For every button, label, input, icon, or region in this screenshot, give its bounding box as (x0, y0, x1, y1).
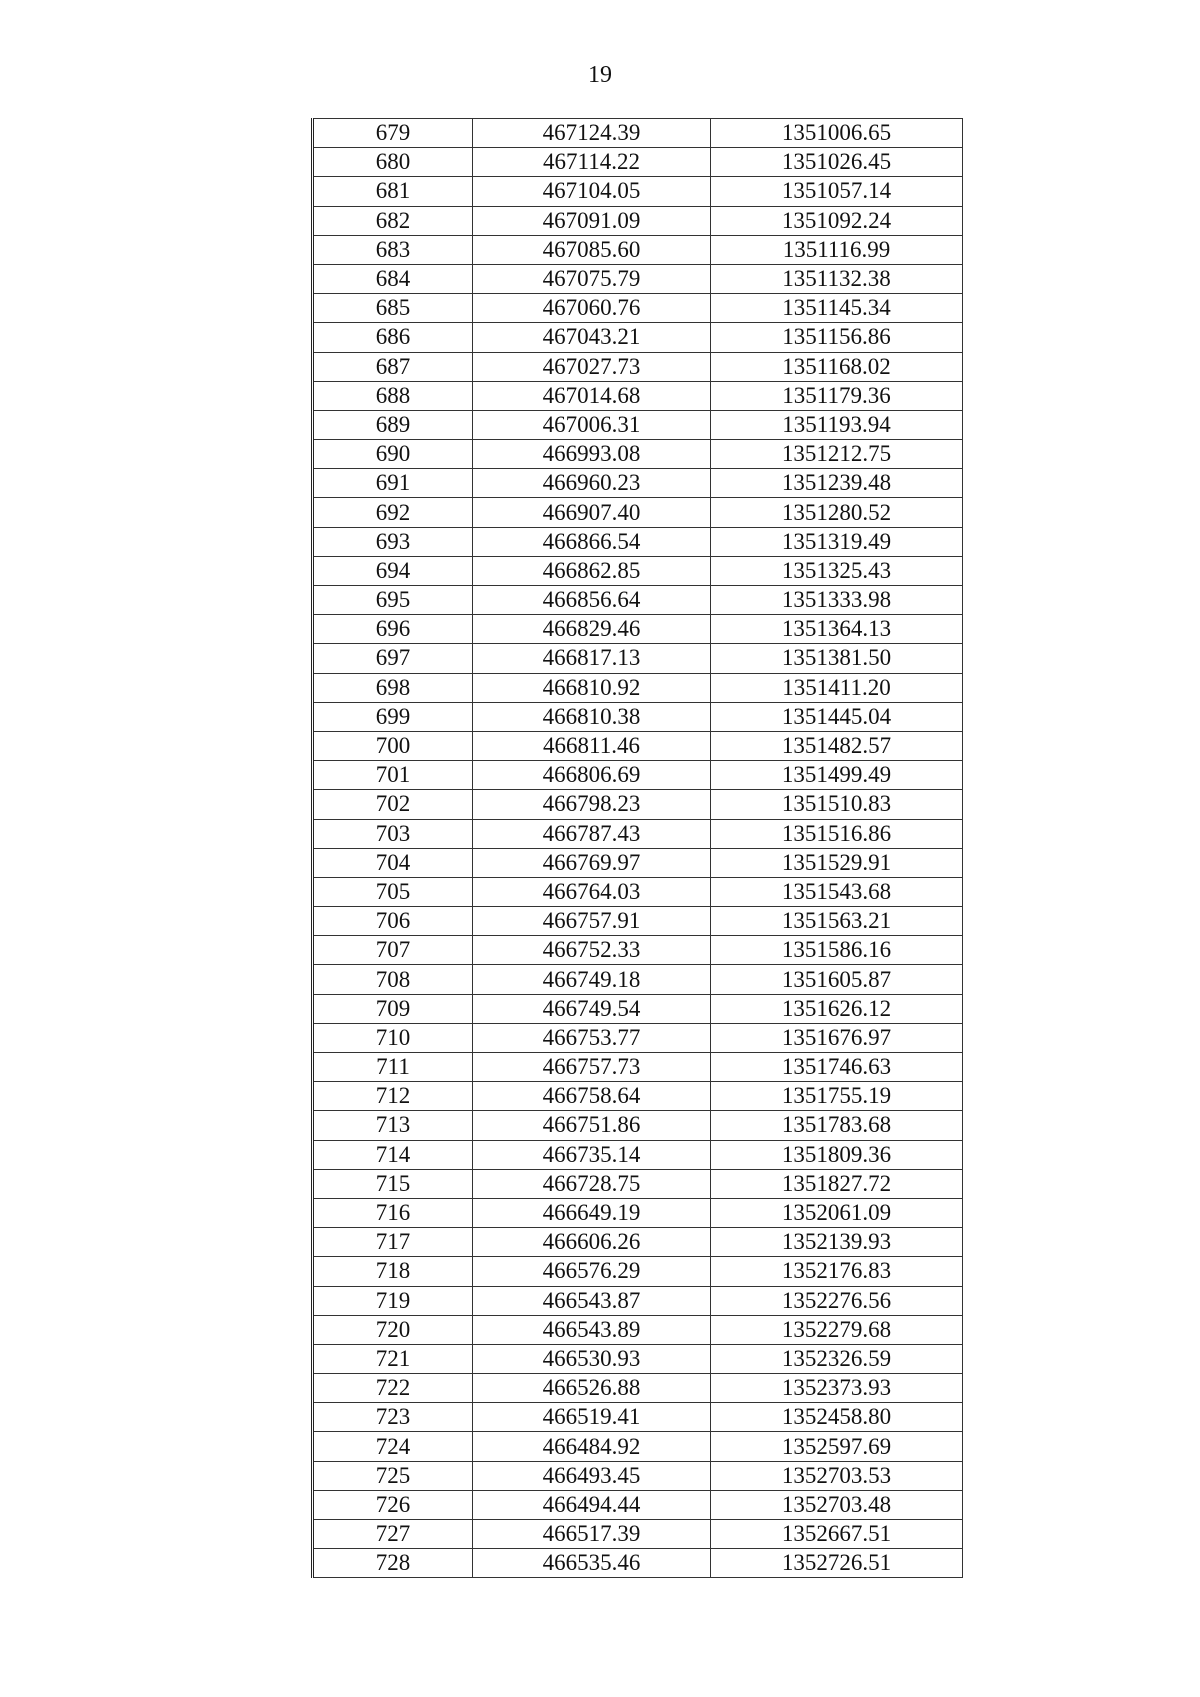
table-row (313, 440, 963, 469)
table-row (313, 498, 963, 527)
table-row (313, 1228, 963, 1257)
y-coordinate-cell: 1352276.56 (711, 1286, 963, 1315)
x-coordinate-cell: 466757.73 (473, 1053, 711, 1082)
point-number-cell: 719 (313, 1286, 473, 1315)
table-row (313, 469, 963, 498)
x-coordinate-cell: 466484.92 (473, 1432, 711, 1461)
y-coordinate-cell: 1351411.20 (711, 673, 963, 702)
point-number-cell: 714 (313, 1140, 473, 1169)
x-coordinate-cell: 466530.93 (473, 1344, 711, 1373)
coordinates-table (311, 118, 963, 1578)
point-number-cell: 691 (313, 469, 473, 498)
point-number-cell: 728 (313, 1549, 473, 1578)
table-row (313, 1082, 963, 1111)
point-number-cell: 694 (313, 556, 473, 585)
y-coordinate-cell: 1351212.75 (711, 440, 963, 469)
table-row (313, 556, 963, 585)
x-coordinate-cell: 466787.43 (473, 819, 711, 848)
table-row (313, 119, 963, 148)
y-coordinate-cell: 1351092.24 (711, 206, 963, 235)
y-coordinate-cell: 1351809.36 (711, 1140, 963, 1169)
x-coordinate-cell: 466811.46 (473, 731, 711, 760)
y-coordinate-cell: 1351626.12 (711, 994, 963, 1023)
table-row (313, 1374, 963, 1403)
table-row (313, 1490, 963, 1519)
y-coordinate-cell: 1351482.57 (711, 731, 963, 760)
point-number-cell: 715 (313, 1169, 473, 1198)
y-coordinate-cell: 1352667.51 (711, 1520, 963, 1549)
y-coordinate-cell: 1351364.13 (711, 615, 963, 644)
y-coordinate-cell: 1351510.83 (711, 790, 963, 819)
y-coordinate-cell: 1352061.09 (711, 1198, 963, 1227)
y-coordinate-cell: 1351499.49 (711, 761, 963, 790)
y-coordinate-cell: 1352726.51 (711, 1549, 963, 1578)
table-row (313, 819, 963, 848)
table-row (313, 731, 963, 760)
x-coordinate-cell: 466493.45 (473, 1461, 711, 1490)
table-row (313, 1549, 963, 1578)
table-row (313, 264, 963, 293)
x-coordinate-cell: 466728.75 (473, 1169, 711, 1198)
table-row (313, 1023, 963, 1052)
point-number-cell: 716 (313, 1198, 473, 1227)
table-row (313, 1461, 963, 1490)
x-coordinate-cell: 467060.76 (473, 294, 711, 323)
x-coordinate-cell: 466829.46 (473, 615, 711, 644)
x-coordinate-cell: 467114.22 (473, 148, 711, 177)
y-coordinate-cell: 1351319.49 (711, 527, 963, 556)
x-coordinate-cell: 467104.05 (473, 177, 711, 206)
y-coordinate-cell: 1351827.72 (711, 1169, 963, 1198)
coordinates-table-body (313, 119, 963, 1578)
point-number-cell: 725 (313, 1461, 473, 1490)
point-number-cell: 686 (313, 323, 473, 352)
table-row (313, 235, 963, 264)
y-coordinate-cell: 1351239.48 (711, 469, 963, 498)
x-coordinate-cell: 467124.39 (473, 119, 711, 148)
table-row (313, 1140, 963, 1169)
point-number-cell: 693 (313, 527, 473, 556)
table-row (313, 848, 963, 877)
y-coordinate-cell: 1351755.19 (711, 1082, 963, 1111)
x-coordinate-cell: 466526.88 (473, 1374, 711, 1403)
table-row (313, 965, 963, 994)
x-coordinate-cell: 467043.21 (473, 323, 711, 352)
point-number-cell: 701 (313, 761, 473, 790)
point-number-cell: 692 (313, 498, 473, 527)
point-number-cell: 680 (313, 148, 473, 177)
table-row (313, 936, 963, 965)
x-coordinate-cell: 466543.89 (473, 1315, 711, 1344)
table-row (313, 206, 963, 235)
y-coordinate-cell: 1351145.34 (711, 294, 963, 323)
table-row (313, 994, 963, 1023)
table-row (313, 177, 963, 206)
table-row (313, 702, 963, 731)
x-coordinate-cell: 467006.31 (473, 410, 711, 439)
table-row (313, 352, 963, 381)
point-number-cell: 696 (313, 615, 473, 644)
table-row (313, 148, 963, 177)
point-number-cell: 679 (313, 119, 473, 148)
y-coordinate-cell: 1351132.38 (711, 264, 963, 293)
point-number-cell: 711 (313, 1053, 473, 1082)
x-coordinate-cell: 466543.87 (473, 1286, 711, 1315)
point-number-cell: 699 (313, 702, 473, 731)
y-coordinate-cell: 1351280.52 (711, 498, 963, 527)
x-coordinate-cell: 466494.44 (473, 1490, 711, 1519)
x-coordinate-cell: 466866.54 (473, 527, 711, 556)
table-row (313, 615, 963, 644)
y-coordinate-cell: 1351529.91 (711, 848, 963, 877)
y-coordinate-cell: 1351116.99 (711, 235, 963, 264)
point-number-cell: 709 (313, 994, 473, 1023)
point-number-cell: 717 (313, 1228, 473, 1257)
table-row (313, 527, 963, 556)
point-number-cell: 727 (313, 1520, 473, 1549)
table-row (313, 410, 963, 439)
y-coordinate-cell: 1352373.93 (711, 1374, 963, 1403)
y-coordinate-cell: 1351193.94 (711, 410, 963, 439)
point-number-cell: 724 (313, 1432, 473, 1461)
x-coordinate-cell: 466764.03 (473, 877, 711, 906)
table-row (313, 1198, 963, 1227)
x-coordinate-cell: 467014.68 (473, 381, 711, 410)
point-number-cell: 697 (313, 644, 473, 673)
point-number-cell: 684 (313, 264, 473, 293)
point-number-cell: 702 (313, 790, 473, 819)
x-coordinate-cell: 466862.85 (473, 556, 711, 585)
x-coordinate-cell: 466749.18 (473, 965, 711, 994)
x-coordinate-cell: 466735.14 (473, 1140, 711, 1169)
point-number-cell: 713 (313, 1111, 473, 1140)
y-coordinate-cell: 1352326.59 (711, 1344, 963, 1373)
table-row (313, 586, 963, 615)
point-number-cell: 695 (313, 586, 473, 615)
table-row (313, 1315, 963, 1344)
y-coordinate-cell: 1351676.97 (711, 1023, 963, 1052)
y-coordinate-cell: 1351168.02 (711, 352, 963, 381)
x-coordinate-cell: 466806.69 (473, 761, 711, 790)
point-number-cell: 700 (313, 731, 473, 760)
y-coordinate-cell: 1352703.48 (711, 1490, 963, 1519)
x-coordinate-cell: 466758.64 (473, 1082, 711, 1111)
y-coordinate-cell: 1351516.86 (711, 819, 963, 848)
x-coordinate-cell: 466810.92 (473, 673, 711, 702)
table-row (313, 323, 963, 352)
point-number-cell: 683 (313, 235, 473, 264)
x-coordinate-cell: 467075.79 (473, 264, 711, 293)
y-coordinate-cell: 1351563.21 (711, 907, 963, 936)
x-coordinate-cell: 467085.60 (473, 235, 711, 264)
x-coordinate-cell: 466749.54 (473, 994, 711, 1023)
y-coordinate-cell: 1352139.93 (711, 1228, 963, 1257)
point-number-cell: 710 (313, 1023, 473, 1052)
x-coordinate-cell: 466606.26 (473, 1228, 711, 1257)
table-row (313, 1286, 963, 1315)
x-coordinate-cell: 467091.09 (473, 206, 711, 235)
x-coordinate-cell: 466817.13 (473, 644, 711, 673)
table-row (313, 1111, 963, 1140)
y-coordinate-cell: 1351026.45 (711, 148, 963, 177)
x-coordinate-cell: 466752.33 (473, 936, 711, 965)
table-row (313, 761, 963, 790)
x-coordinate-cell: 466810.38 (473, 702, 711, 731)
point-number-cell: 712 (313, 1082, 473, 1111)
y-coordinate-cell: 1352703.53 (711, 1461, 963, 1490)
x-coordinate-cell: 467027.73 (473, 352, 711, 381)
y-coordinate-cell: 1351783.68 (711, 1111, 963, 1140)
point-number-cell: 721 (313, 1344, 473, 1373)
x-coordinate-cell: 466960.23 (473, 469, 711, 498)
point-number-cell: 722 (313, 1374, 473, 1403)
table-row (313, 1169, 963, 1198)
y-coordinate-cell: 1352597.69 (711, 1432, 963, 1461)
table-row (313, 1403, 963, 1432)
point-number-cell: 682 (313, 206, 473, 235)
point-number-cell: 687 (313, 352, 473, 381)
point-number-cell: 703 (313, 819, 473, 848)
y-coordinate-cell: 1351746.63 (711, 1053, 963, 1082)
y-coordinate-cell: 1351325.43 (711, 556, 963, 585)
y-coordinate-cell: 1351445.04 (711, 702, 963, 731)
y-coordinate-cell: 1352279.68 (711, 1315, 963, 1344)
y-coordinate-cell: 1352176.83 (711, 1257, 963, 1286)
x-coordinate-cell: 466753.77 (473, 1023, 711, 1052)
table-row (313, 673, 963, 702)
table-row (313, 877, 963, 906)
y-coordinate-cell: 1351605.87 (711, 965, 963, 994)
x-coordinate-cell: 466907.40 (473, 498, 711, 527)
point-number-cell: 698 (313, 673, 473, 702)
y-coordinate-cell: 1351057.14 (711, 177, 963, 206)
x-coordinate-cell: 466576.29 (473, 1257, 711, 1286)
table-row (313, 1053, 963, 1082)
table-row (313, 790, 963, 819)
point-number-cell: 704 (313, 848, 473, 877)
point-number-cell: 707 (313, 936, 473, 965)
y-coordinate-cell: 1351543.68 (711, 877, 963, 906)
x-coordinate-cell: 466757.91 (473, 907, 711, 936)
x-coordinate-cell: 466993.08 (473, 440, 711, 469)
y-coordinate-cell: 1351381.50 (711, 644, 963, 673)
x-coordinate-cell: 466798.23 (473, 790, 711, 819)
table-row (313, 1432, 963, 1461)
point-number-cell: 723 (313, 1403, 473, 1432)
table-row (313, 1257, 963, 1286)
table-row (313, 1520, 963, 1549)
table-row (313, 907, 963, 936)
point-number-cell: 705 (313, 877, 473, 906)
point-number-cell: 720 (313, 1315, 473, 1344)
point-number-cell: 718 (313, 1257, 473, 1286)
x-coordinate-cell: 466769.97 (473, 848, 711, 877)
table-row (313, 381, 963, 410)
y-coordinate-cell: 1351156.86 (711, 323, 963, 352)
point-number-cell: 690 (313, 440, 473, 469)
point-number-cell: 726 (313, 1490, 473, 1519)
table-row (313, 294, 963, 323)
y-coordinate-cell: 1351586.16 (711, 936, 963, 965)
point-number-cell: 681 (313, 177, 473, 206)
point-number-cell: 688 (313, 381, 473, 410)
x-coordinate-cell: 466649.19 (473, 1198, 711, 1227)
point-number-cell: 708 (313, 965, 473, 994)
page-number: 19 (588, 62, 612, 88)
x-coordinate-cell: 466751.86 (473, 1111, 711, 1140)
point-number-cell: 706 (313, 907, 473, 936)
x-coordinate-cell: 466519.41 (473, 1403, 711, 1432)
x-coordinate-cell: 466517.39 (473, 1520, 711, 1549)
table-row (313, 1344, 963, 1373)
y-coordinate-cell: 1351179.36 (711, 381, 963, 410)
table-row (313, 644, 963, 673)
y-coordinate-cell: 1352458.80 (711, 1403, 963, 1432)
x-coordinate-cell: 466856.64 (473, 586, 711, 615)
y-coordinate-cell: 1351006.65 (711, 119, 963, 148)
point-number-cell: 689 (313, 410, 473, 439)
point-number-cell: 685 (313, 294, 473, 323)
x-coordinate-cell: 466535.46 (473, 1549, 711, 1578)
y-coordinate-cell: 1351333.98 (711, 586, 963, 615)
